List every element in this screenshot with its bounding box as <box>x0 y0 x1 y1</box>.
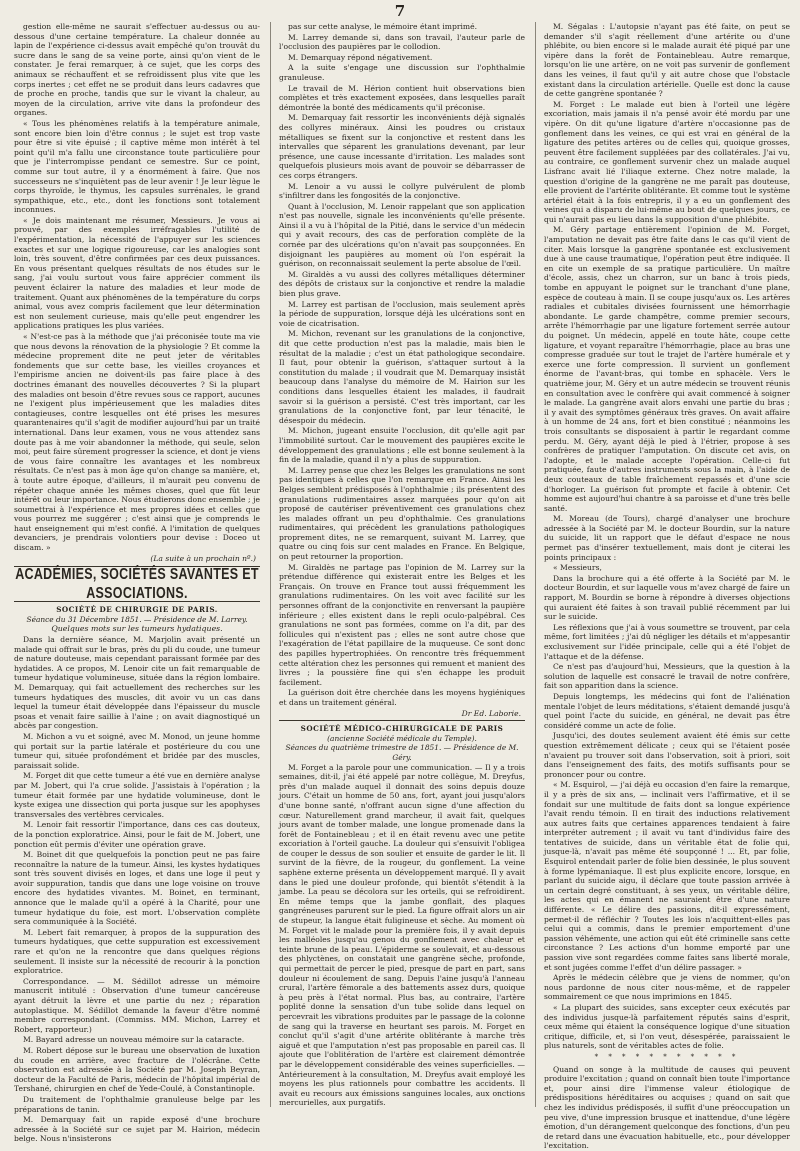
paragraph: Depuis longtemps, les médecins qui font de l'aliénation mentale l'objet de leurs méditations, s'étaient demandé jusqu'à quel point l'acte du suicide, en général, ne devait pas être considéré comme un acte de folie. <box>544 691 790 730</box>
society-title-2: SOCIÉTÉ MÉDICO-CHIRURGICALE DE PARIS <box>300 724 504 734</box>
paragraph: « Messieurs, <box>553 563 602 573</box>
paragraph: « M. Esquirol, — j'ai déjà eu occasion d'en faire la remarque, il y a près de six ans, — inclinait vers l'affirmative, et il se fondait sur une multitude de faits dont sa longue expérience l'avait rendu témoin. Il en tirait des inductions relativement aux autres faits que certaines apparences tendaient à faire interpréter autrement ; il avait vu tant d'individus faire des tentatives de suicide, dans un véritable état de folie qui, jusque-là, n'avait pas même été soupçonné ! ... Et, par folie, Esquirol entendait parler de folie bien dessinée, le plus souvent à forme lypémaniaque. Il est plus explicite encore, lorsque, en parlant du suicide aigu, il déclare que toute passion arrivée à un certain degré constituant, à ses yeux, un véritable délire, les actes qui en émanent ne sauraient être d'une nature différente. « Le délire des passions, dit-il expressément, permet-il de réfléchir ? Toutes les lois n'acquittent-elles pas celui qui a commis, dans le premier emportement d'une passion véhémente, une action qui eût été criminelle sans cette circonstance ? Les actions d'un homme emporté par une passion vive sont regardées comme faites sans liberté morale, et sont jugées comme l'effet d'un délire passager. » <box>544 780 790 972</box>
paragraph: Jusqu'ici, des doutes seulement avaient été émis sur cette question extrêmement délicate ; ceux qui se l'étaient posée n'avaient pu trouver soit dans l'observation, soit à priori, soit dans l'enseignement des faits, des motifs suffisants pour se prononcer pour ou contre. <box>544 731 790 779</box>
paragraph: M. Lenoir a vu aussi le collyre pulvérulent de plomb s'infiltrer dans les fongosités de la conjonctive. <box>279 181 525 201</box>
paragraph: M. Ségalas : L'autopsie n'ayant pas été faite, on peut se demander s'il s'agit réellement d'une artérite ou d'une phlébite, ou bien encore si le malade aurait été piqué par une vipère dans la forêt de Fontainebleau. Autre remarque, lorsqu'on lie une artère, on ne voit pas survenir de gonflement dans les veines, il faut qu'il y ait autre chose que l'obstacle existant dans la circulation artérielle. Quelle est donc la cause de cette gangrène spontanée ? <box>544 22 790 99</box>
columns <box>14 22 790 1151</box>
col3-body <box>544 22 790 1151</box>
continued-note: (La suite à un prochain nº.) <box>150 553 256 563</box>
paragraph: M. Robert dépose sur le bureau une observation de luxation du coude en arrière, avec fracture de l'olécrâne. Cette observation est adressée à la Société par M. Joseph Beyran, docteur de la Faculté de Paris, médecin de l'hôpital impérial de Tershané, chirurgien en chef de Yede-Coulé, à Constantinople. <box>14 1045 260 1094</box>
paragraph: M. Forget dit que cette tumeur a été vue en dernière analyse par M. Jobert, qui l'a crue solide. J'assistais à l'opération ; la tumeur était formée par une hydatide volumineuse, dont le kyste exigea une dissection qui porta jusque sur les apophyses transversales des vertèbres cervicales. <box>14 771 260 819</box>
paragraph: M. Lebert fait remarquer, à propos de la suppuration des tumeurs hydatiques, que cette suppuration est excessivement rare et qu'on ne la rencontre que dans quelques régions seulement. Il insiste sur la nécessité de recourir à la ponction exploratrice. <box>14 927 260 976</box>
paragraph: Dans la brochure qui a été offerte à la Société par M. le docteur Bourdin, et sur laquelle vous m'avez chargé de faire un rapport, M. Bourdin se borne à répondre à diverses objections qui auraient été faites à son travail publié récemment par lui sur le suicide. <box>544 573 790 622</box>
paragraph: M. Géry partage entièrement l'opinion de M. Forget, l'amputation ne devait pas être faite dans le cas qu'il vient de citer. Mais lorsque la gangrène spontanée est exclusivement due à une cause traumatique, l'opération peut être indiquée. Il en cite un exemple de sa pratique particulière. Un maître d'école, assis, chez un charron, sur un banc à trois pieds, tombe en appuyant le poignet sur le tranchant d'une plane, espèce de couteau à main. Il se coupe jusqu'aux os. Les artères radiales et cubitales divisées fournissent une hémorrhagie abondante. Le garde champêtre, comme premier secours, arrête l'hémorrhagie par une ligature fortement serrée autour du poignet. Un médecin, appelé en toute hâte, coupe cette ligature, et voyant reparaître l'hémorrhagie, place au bras une compresse graduée sur tout le trajet de l'artère humérale et y exerce une forte compression. Il survient un gonflement énorme de l'avant-bras, qui tombe en sphacèle. Vers le quatrième jour, M. Géry et un autre médecin se trouvent réunis en consultation avec le confrère qui avait commencé à soigner le malade. La gangrène avait alors envahi une partie du bras ; il y avait des symptômes généraux très graves. On avait affaire à un homme de 24 ans, fort et bien constitué ; néanmoins les trois consultants se disposaient à partir le regardant comme perdu. M. Géry, ayant déjà le pied à l'étrier, propose à ses confrères de pratiquer l'amputation. On discute cet avis, on l'adopte, et le malade accepte l'opération. Celle-ci fut pratiquée, faute d'autres instruments sous la main, à l'aide de deux couteaux de table fraîchement repassés et d'une scie d'horloger. La guérison fut prompte et facile à obtenir. Cet homme est aujourd'hui chantre à sa paroisse et d'une très belle santé. <box>544 225 790 513</box>
paragraph: « N'est-ce pas à la méthode que j'ai préconisée toute ma vie que nous devons la rénovation de la physiologie ? Et comme la médecine proprement dite ne peut jeter de véritables fondements que sur cette base, les vieilles croyances et l'empirisme ancien ne doivent-ils pas faire place à des doctrines émanant des nouvelles découvertes ? Si la plupart des maladies ont besoin d'être revues sous ce rapport, aucunes ne l'exigent plus impérieusement que les maladies dites contagieuses, contre lesquelles ont été prises les mesures quarantenaires qu'il s'agit de modifier aujourd'hui par un traité international. Dans leur examen, vous ne vous attendez sans doute pas à me voir abandonner la méthode, qui seule, selon moi, peut faire sûrement progresser la science, et dont je viens de vous faire connaître les avantages et les nombreux résultats. Ce n'est pas à mon âge qu'on change sa manière, et, à toute autre époque, d'ailleurs, il m'aurait peu convenu de répéter chaque année les mêmes choses, quel que fût leur intérêt ou leur importance. Nous étudierons donc ensemble ; je soumettrai à l'expérience et mes propres idées et celles que vous pourrez me suggérer ; c'est ainsi que je comprends le haut enseignement qui m'est confié. A l'imitation de quelques devanciers, je prendrais volontiers pour devise : Doceo ut discam. » <box>14 332 260 553</box>
paragraph: Les réflexions que j'ai à vous soumettre se trouvent, par cela même, fort limitées ; j'ai dû négliger les détails et m'appesantir exclusivement sur l'idée principale, celle qui a été l'objet de l'attaque et de la défense. <box>544 622 790 661</box>
paragraph: « Je dois maintenant me résumer, Messieurs. Je vous ai prouvé, par des exemples irréfragables l'utilité de l'expérimentation, la nécessité de l'appuyer sur les sciences exactes et sur une logique rigoureuse, car les analogies sont loin, très souvent, d'être confirmées par ces deux puissances. En vous présentant quelques résultats de nos études sur le sang, j'ai voulu surtout vous faire apprécier comment ils peuvent éclairer la nature des maladies et leur mode de traitement. Quant aux phénomènes de la température du corps animal, vous avez compris facilement que leur détermination est non seulement curieuse, mais qu'elle peut engendrer les applications pratiques les plus variées. <box>14 215 260 331</box>
paragraph: M. Forget a la parole pour une communication. — Il y a trois semaines, dit-il, j'ai été appelé par notre collègue, M. Dreyfus, près d'un malade auquel il donnait des soins depuis douze jours. C'était un homme de 50 ans, fort, ayant joui jusqu'alors d'une bonne santé, n'offrant aucun signe d'une affection du cœur. Naturellement grand marcheur, il avait fait, quelques jours avant de tomber malade, une longue promenade dans la forêt de Fontainebleau ; et il en était revenu avec une petite excoriation à l'orteil gauche. La douleur qui s'ensuivit l'obligea de couper le dessus de son soulier et ensuite de garder le lit. Il survint de la fièvre, de la rougeur, du gonflement. La veine saphène externe présenta un développement marqué. Il y avait dans le pied une douleur profonde, qui bientôt s'étendit à la jambe. La peau se décolora sur les orteils, qui se refroidirent. En même temps que la jambe gonflait, des plaques gangréneuses parurent sur le pied. La figure offrait alors un air de stupeur, la langue était fuligineuse et sèche. Au moment où M. Forget vit le malade pour la première fois, il y avait depuis les malléoles jusqu'au genou du gonflement avec chaleur et teinte brune de la peau. L'épiderme se soulevait, et au-dessous des phlyctènes, on constatait une gangrène sèche, profonde, qui permettait de percer le pied, presque de part en part, sans douleur ni écoulement de sang. Depuis l'aine jusqu'à l'anneau crural, l'artère fémorale a des battements assez durs, quoique à peu près à l'état normal. Plus bas, au contraire, l'artère poplité donne la sensation d'un tube solide dans lequel on percevrait les vibrations produites par le passage de la colonne de sang qui la traverse en heurtant ses parois. M. Forget en conclut qu'il s'agit d'une artérite oblitérante à marche très aiguë et que l'amputation n'est pas proposable en pareil cas. Il ajoute que l'oblitération de l'artère est clairement démontrée par le développement considérable des veines superficielles. — Antérieurement à la consultation, M. Dreyfus avait employé les moyens les plus rationnels pour combattre les accidents. Il avait eu recours aux émissions sanguines locales, aux onctions mercurielles, aux purgatifs. <box>279 762 525 1108</box>
paragraph: « La plupart des suicides, sans excepter ceux exécutés par des individus jusque-là parfaitement réputés sains d'esprit, ceux même qui étaient la conséquence logique d'une situation critique, difficile, et, si l'on veut, désespérée, paraissaient le plus naturels, sont de véritables actes de folie. <box>544 1002 790 1051</box>
section-title: ACADÉMIES, SOCIÉTÉS SAVANTES ET ASSOCIATIONS. <box>15 565 259 602</box>
paragraph: M. Forget : Le malade eut bien à l'orteil une légère excoriation, mais jamais il n'a pensé avoir été mordu par une vipère. On dit qu'une ligature d'artère n'occasionne pas de gonflement dans les veines, ce qui est vrai en général de la ligature des petites artères ou de celles qui, quoique grosses, peuvent être facilement suppléées par des collatérales. J'ai vu, au contraire, ce gonflement survenir chez un malade auquel Lisfranc avait lié l'iliaque externe. Chez notre malade, la question d'origine de la gangrène ne me paraît pas douteuse, elle provient de l'artérite oblitérante. Et comme tout le système artériel était à la fois entrepris, il y a eu un gonflement des veines qui a disparu de lui-même au bout de quelques jours, ce qui n'aurait pas eu lieu dans la supposition d'une phlébite. <box>544 99 790 224</box>
column-1 <box>14 22 260 1144</box>
paragraph: Du traitement de l'ophthalmie granuleuse belge par les préparations de tanin. <box>14 1094 260 1114</box>
paragraph: M. Larrey est partisan de l'occlusion, mais seulement après la période de suppuration, lorsque déjà les ulcérations sont en voie de cicatrisation. <box>279 299 525 328</box>
paragraph: M. Bayard adresse un nouveau mémoire sur la cataracte. <box>23 1035 245 1045</box>
column-2 <box>270 22 525 1107</box>
col1-body <box>14 635 260 1144</box>
society-title: SOCIÉTÉ DE CHIRURGIE DE PARIS. <box>56 605 218 615</box>
col1-intro <box>14 22 260 553</box>
signature: Dr Ed. Laborie. <box>461 708 521 718</box>
session-line-2: Séances du quatrième trimestre de 1851. — Présidence de M. Géry. <box>285 743 519 762</box>
paragraph: M. Boinet dit que quelquefois la ponction peut ne pas faire reconnaître la nature de la tumeur. Ainsi, les kystes hydatiques sont très souvent divisés en loges, et dans une loge il peut y avoir suppuration, tandis que dans une loge voisine on trouve encore des hydatides vivantes. M. Boinet, en terminant, annonce que le malade qu'il a opéré à la Charité, pour une tumeur hydatique du foie, est mort. L'observation complète sera communiquée à la Société. <box>14 850 260 927</box>
paragraph: Correspondance. — M. Sédillot adresse un mémoire manuscrit intitulé : Observation d'une tumeur cancéreuse ayant détruit la lèvre et une partie du nez ; réparation autoplastique. M. Sédillot demande la faveur d'être nommé membre correspondant. (Commiss. MM. Michon, Larrey et Robert, rapporteur.) <box>14 976 260 1034</box>
paragraph: gestion elle-même ne saurait s'effectuer au-dessus ou au-dessous d'une certaine température. La chaleur donnée au lapin de l'expérience ci-dessus avait empêché qu'on trouvât du sucre dans le sang de sa veine porte, ainsi qu'on vient de le constater. Je ferai remarquer, à ce sujet, que les corps des animaux se réchauffent et se refroidissent plus vite que les corps inertes ; cet effet ne se produit dans leurs cadavres que de proche en proche, tandis que sur le vivant la chaleur, au moyen de la circulation, arrive vite dans la profondeur des organes. <box>14 22 260 118</box>
paragraph: M. Larrey demande si, dans son travail, l'auteur parle de l'occlusion des paupières par le collodion. <box>279 32 525 52</box>
divider <box>279 720 525 721</box>
paragraph: La guérison doit être cherchée dans les moyens hygiéniques et dans un traitement général. <box>279 688 525 707</box>
column-3 <box>535 22 790 1151</box>
session-line: Séance du 31 Décembre 1851. — Présidence de M. Larrey. <box>26 614 248 624</box>
paragraph: M. Larrey pense que chez les Belges les granulations ne sont pas identiques à celles que l'on remarque en France. Ainsi les Belges semblent prédisposés à l'ophthalmie ; ils présentent des granulations rudimentaires assez marquées pour qu'on ait proposé de cautériser préventivement ces granulations chez les malades offrant un peu d'ophthalmie. Ces granulations rudimentaires, qui précèdent les granulations pathologiques proprement dites, ne se remarquent, suivant M. Larrey, que quatre ou cinq fois sur cent malades en France. En Belgique, on peut retourner la proportion. <box>279 465 525 562</box>
paragraph: Ce n'est pas d'aujourd'hui, Messieurs, que la question à la solution de laquelle est consacré le travail de notre confrère, fait son apparition dans la science. <box>544 662 790 691</box>
paragraph: M. Giraldès a vu aussi des collyres métalliques déterminer des dépôts de cristaux sur la conjonctive et rendre la maladie bien plus grave. <box>279 269 525 299</box>
paragraph: Après le médecin célèbre que je viens de nommer, qu'on nous pardonne de nous citer nous-même, et de rappeler sommairement ce que nous imprimions en 1845. <box>544 973 790 1002</box>
paragraph: A la suite s'engage une discussion sur l'ophthalmie granuleuse. <box>279 63 525 82</box>
paragraph: M. Demarquay fait un rapide exposé d'une brochure adressée à la Société sur ce sujet par M. Hairion, médecin belge. Nous n'insisterons <box>14 1115 260 1144</box>
paragraph: M. Giraldès ne partage pas l'opinion de M. Larrey sur la prétendue différence qui existerait entre les Belges et les Français. On trouve en France tout aussi fréquemment les granulations rudimentaires. On les voit avec facilité sur les personnes offrant de la conjonctivite en renversant la paupière inférieure ; elles existent dans le repli oculo-palpébral. Ces granulations ne sont pas formées, comme on l'a dit, par des follicules qui n'existent pas ; elles ne sont autre chose que l'exagération de l'état papillaire de la muqueuse. Ce sont donc des papilles hypertrophiées. On rencontre très fréquemment cette altération chez les personnes qui remuent et manient des livres ; la poussière fine qui s'en échappe les produit facilement. <box>279 562 525 687</box>
topic-title: Quelques mots sur les tumeurs hydatiques. <box>51 624 223 634</box>
stars-separator: * * * * * * * * * * * <box>594 1052 740 1061</box>
paragraph: Quant à l'occlusion, M. Lenoir rappelant que son application n'est pas nouvelle, signale les inconvénients qu'elle présente. Ainsi il a vu à l'hôpital de la Pitié, dans le service d'un médecin qui y avait recours, des cas de perforation complète de la cornée par des ulcérations qu'on n'avait pas soupçonnées. En disjoignant les paupières au moment où l'on espérait la guérison, on reconnaissait seulement la perte absolue de l'œil. <box>279 201 525 269</box>
paragraph: M. Moreau (de Tours), chargé d'analyser une brochure adressée à la Société par M. le docteur Bourdin, sur la nature du suicide, lit un rapport que le défaut d'espace ne nous permet pas d'insérer textuellement, mais dont je citerai les points principaux : <box>544 514 790 562</box>
paragraph: Quand on songe à la multitude de causes qui peuvent produire l'excitation ; quand on connaît bien toute l'importance et, pour ainsi dire l'immense valeur étiologique de prédispositions héréditaires ou acquises ; quand on sait que chez les individus prédisposés, il suffit d'une préoccupation un peu vive, d'une impression brusque et inattendue, d'une légère émotion, d'un dérangement quelconque des fonctions, d'un peu de retard dans une évacuation habituelle, etc., pour développer l'excitation. <box>544 1064 790 1151</box>
paragraph: M. Demarquay fait ressortir les inconvénients déjà signalés des collyres minéraux. Ainsi les poudres ou cristaux métalliques se fixent sur la conjonctive et restent dans les intervalles que séparent les granulations devenant, par leur présence, une cause incessante d'irritation. Les malades sont quelquefois plusieurs mois avant de pouvoir se débarrasser de ces corps étrangers. <box>279 113 525 180</box>
col2-body <box>279 22 525 708</box>
page-number: 7 <box>394 2 406 20</box>
paragraph: M. Michon a vu et soigné, avec M. Monod, un jeune homme qui portait sur la partie latérale et postérieure du cou une tumeur qui, située profondément et bridée par des muscles, paraissait solide. <box>14 731 260 770</box>
paragraph: M. Demarquay répond négativement. <box>288 52 433 62</box>
paragraph: Dans la dernière séance, M. Marjolin avait présenté un malade qui offrait sur le bras, près du pli du coude, une tumeur de nature douteuse, mais cependant paraissant formée par des hydatides. A ce propos, M. Lenoir cite un fait remarquable de tumeur hydatique volumineuse, située dans la région lombaire. M. Demarquay, qui fait actuellement des recherches sur les tumeurs hydatiques des muscles, dit avoir vu un cas dans lequel la tumeur était développée dans l'épaisseur du muscle psoas et venait faire saillie à l'aine ; on avait diagnostiqué un abcès par congestion. <box>14 635 260 731</box>
paragraph: pas sur cette analyse, le mémoire étant imprimé. <box>288 22 478 31</box>
paragraph: Le travail de M. Hérion contient huit observations bien complètes et très exactement exposées, dans lesquelles paraît démontrée la bonté des médicaments qu'il préconise. <box>279 83 525 112</box>
paragraph: M. Michon, jugeant ensuite l'occlusion, dit qu'elle agit par l'immobilité surtout. Car le mouvement des paupières excite le développement des granulations ; elle est bonne seulement à la fin de la maladie, quand il n'y a plus de suppuration. <box>279 426 525 465</box>
paragraph: M. Michon, revenant sur les granulations de la conjonctive, dit que cette production n'est pas la maladie, mais bien le résultat de la maladie ; c'est un état pathologique secondaire. Il faut, pour obtenir la guérison, s'attaquer surtout à la constitution du malade ; il voudrait que M. Demarquay insistât beaucoup dans l'analyse du mémoire de M. Hairion sur les conditions dans lesquelles étaient les malades, il faudrait savoir si la guérison a persisté. C'est très important, car les granulations de la conjonctive font, par leur ténacité, le désespoir du médecin. <box>279 329 525 425</box>
paragraph: « Tous les phénomènes relatifs à la température animale, sont encore bien loin d'être connus ; le sujet est trop vaste pour être si vite épuisé ; il captive même mon intérêt à tel point qu'il m'a fallu une circonstance toute particulière pour que je l'interrompisse pendant ce semestre. Sur ce point, comme sur tout autre, il y a énormément à faire. Que nos successeurs ne s'inquiètent pas de leur avenir ! Je leur lègue le corps thyroïde, le thymus, les capsules surrénales, le grand sympathique, etc., etc., dont les fonctions sont totalement inconnues. <box>14 118 260 215</box>
col2-body-b <box>279 763 525 1108</box>
paragraph: M. Lenoir fait ressortir l'importance, dans ces cas douteux, de la ponction exploratrice. Ainsi, pour le fait de M. Jobert, une ponction eût permis d'éviter une opération grave. <box>14 820 260 849</box>
society-subtitle: (ancienne Société médicale du Temple). <box>327 733 477 743</box>
